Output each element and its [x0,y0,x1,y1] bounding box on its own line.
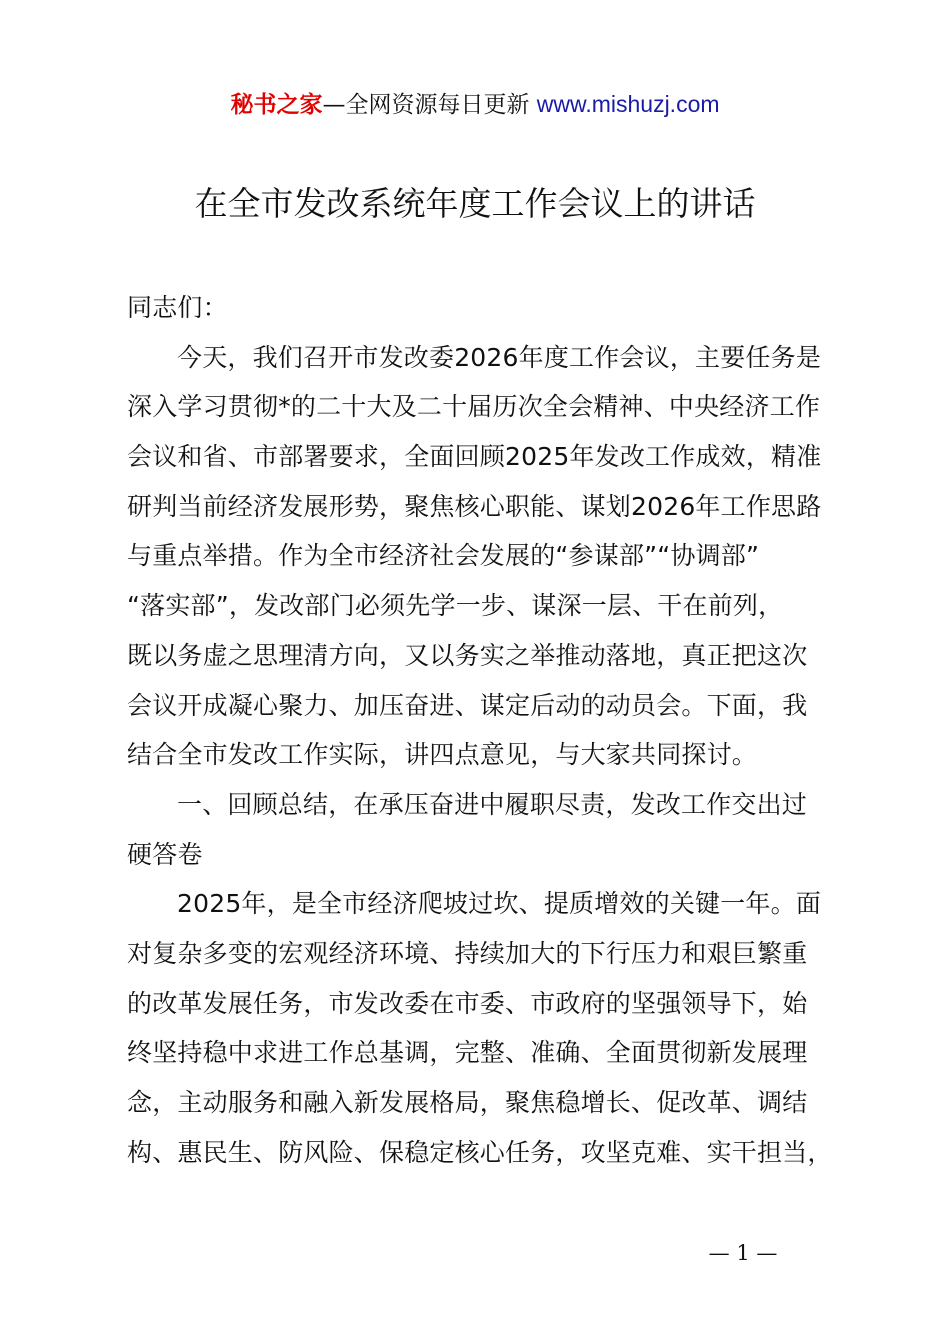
paragraph-line: “落实部”，发改部门必须先学一步、谋深一层、干在前列， [127,591,784,621]
paragraph-line: 的改革发展任务，市发改委在市委、市政府的坚强领导下，始 [127,988,808,1018]
paragraph-line: 研判当前经济发展形势，聚焦核心职能、谋划2026年工作思路 [127,491,822,521]
page-number: — 1 — [708,1241,778,1265]
document-title: 在全市发改系统年度工作会议上的讲话 [194,184,756,223]
paragraph-line: 2025年，是全市经济爬坡过坎、提质增效的关键一年。面 [177,889,822,919]
paragraph-line: 念，主动服务和融入新发展格局，聚焦稳增长、促改革、调结 [127,1088,808,1117]
header-tagline: —全网资源每日更新 [322,92,530,118]
document-body [127,283,837,1177]
paragraph-line: 结合全市发改工作实际，讲四点意见，与大家共同探讨。 [127,740,758,770]
section-heading-line: 一、回顾总结，在承压奋进中履职尽责，发改工作交出过 [177,789,808,819]
paragraph-line: 会议和省、市部署要求，全面回顾2025年发改工作成效，精准 [127,442,822,472]
paragraph-line: 对复杂多变的宏观经济环境、持续加大的下行压力和艰巨繁重 [127,938,808,968]
section-heading-line: 硬答卷 [127,839,203,869]
paragraph-line: 会议开成凝心聚力、加压奋进、谋定后动的动员会。下面，我 [127,690,808,720]
brand-name: 秘书之家 [230,92,323,118]
paragraph-line: 深入学习贯彻*的二十大及二十届历次全会精神、中央经济工作 [127,392,821,422]
site-header [0,88,950,121]
paragraph-line: 构、惠民生、防风险、保稳定核心任务，攻坚克难、实干担当， [127,1137,833,1167]
salutation: 同志们： [127,293,228,322]
paragraph-line: 今天，我们召开市发改委2026年度工作会议，主要任务是 [177,342,822,372]
paragraph-line: 终坚持稳中求进工作总基调，完整、准确、全面贯彻新发展理 [127,1038,808,1068]
site-url-link[interactable]: www.mishuzj.com [536,91,720,117]
paragraph-line: 与重点举措。作为全市经济社会发展的“参谋部”“协调部” [127,541,760,571]
paragraph-line: 既以务虚之思理清方向，又以务实之举推动落地，真正把这次 [127,640,808,670]
